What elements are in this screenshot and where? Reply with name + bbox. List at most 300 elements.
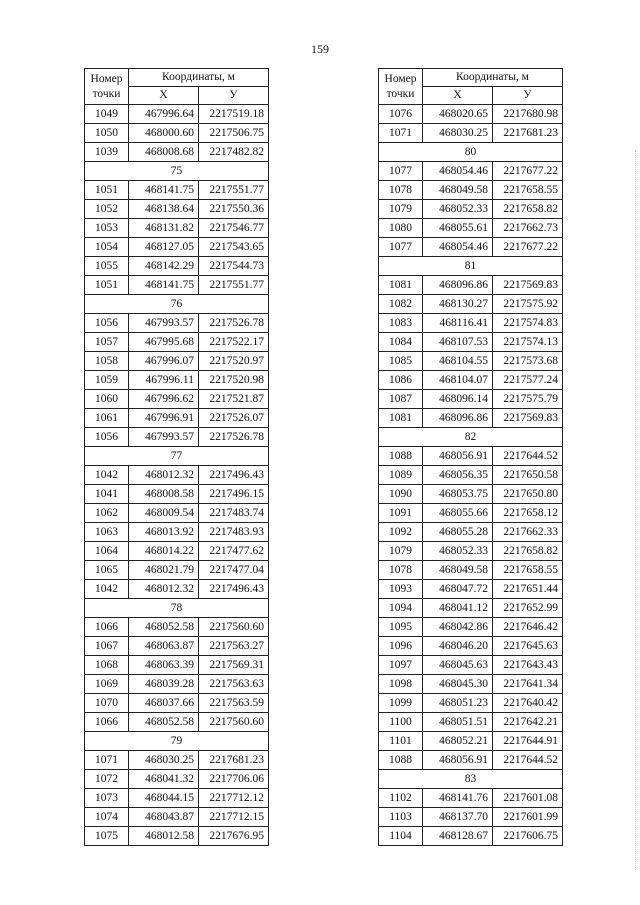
y-coordinate-cell: 2217606.75 — [493, 827, 563, 846]
point-number-cell: 1079 — [379, 200, 423, 219]
y-coordinate-cell: 2217483.93 — [199, 523, 269, 542]
table-row — [85, 200, 269, 219]
group-label: 76 — [85, 295, 269, 314]
point-number-cell: 1067 — [85, 637, 129, 656]
point-number-cell: 1066 — [85, 713, 129, 732]
table-row — [379, 542, 563, 561]
table-row — [379, 561, 563, 580]
x-coordinate-cell: 467996.64 — [129, 105, 199, 124]
group-label: 80 — [379, 143, 563, 162]
table-row — [379, 162, 563, 181]
table-row — [379, 732, 563, 751]
x-coordinate-cell: 468039.28 — [129, 675, 199, 694]
y-coordinate-cell: 2217569.83 — [493, 276, 563, 295]
table-row — [85, 770, 269, 789]
table-row — [379, 485, 563, 504]
point-number-cell: 1078 — [379, 181, 423, 200]
coordinates-table-left — [84, 68, 269, 846]
y-coordinate-cell: 2217658.82 — [493, 542, 563, 561]
table-row — [379, 200, 563, 219]
x-coordinate-cell: 468047.72 — [423, 580, 493, 599]
y-coordinate-cell: 2217526.78 — [199, 428, 269, 447]
y-coordinate-cell: 2217483.74 — [199, 504, 269, 523]
y-coordinate-cell: 2217644.91 — [493, 732, 563, 751]
x-coordinate-cell: 468012.58 — [129, 827, 199, 846]
x-coordinate-cell: 467996.62 — [129, 390, 199, 409]
x-coordinate-cell: 468042.86 — [423, 618, 493, 637]
y-coordinate-cell: 2217573.68 — [493, 352, 563, 371]
table-row — [379, 504, 563, 523]
x-coordinate-cell: 468052.21 — [423, 732, 493, 751]
y-coordinate-cell: 2217496.43 — [199, 466, 269, 485]
table-row — [379, 219, 563, 238]
y-coordinate-cell: 2217644.52 — [493, 447, 563, 466]
y-coordinate-cell: 2217706.06 — [199, 770, 269, 789]
y-coordinate-cell: 2217712.15 — [199, 808, 269, 827]
x-coordinate-cell: 468055.61 — [423, 219, 493, 238]
table-row — [85, 580, 269, 599]
x-coordinate-cell: 468141.75 — [129, 181, 199, 200]
point-number-cell: 1080 — [379, 219, 423, 238]
table-row — [379, 371, 563, 390]
x-coordinate-cell: 468127.05 — [129, 238, 199, 257]
x-coordinate-cell: 468052.58 — [129, 713, 199, 732]
point-number-cell: 1097 — [379, 656, 423, 675]
y-coordinate-cell: 2217650.58 — [493, 466, 563, 485]
y-coordinate-cell: 2217652.99 — [493, 599, 563, 618]
point-number-cell: 1087 — [379, 390, 423, 409]
table-row — [85, 637, 269, 656]
x-coordinate-cell: 468053.75 — [423, 485, 493, 504]
table-row — [379, 466, 563, 485]
point-number-cell: 1093 — [379, 580, 423, 599]
table-row — [379, 124, 563, 143]
y-coordinate-cell: 2217563.59 — [199, 694, 269, 713]
x-coordinate-cell: 468107.53 — [423, 333, 493, 352]
point-number-cell: 1103 — [379, 808, 423, 827]
group-label: 82 — [379, 428, 563, 447]
table-row — [379, 751, 563, 770]
x-coordinate-cell: 468045.63 — [423, 656, 493, 675]
x-coordinate-cell: 468045.30 — [423, 675, 493, 694]
y-coordinate-cell: 2217519.18 — [199, 105, 269, 124]
x-coordinate-cell: 468008.58 — [129, 485, 199, 504]
x-coordinate-cell: 468041.12 — [423, 599, 493, 618]
x-coordinate-cell: 467996.91 — [129, 409, 199, 428]
group-label: 79 — [85, 732, 269, 751]
point-number-cell: 1079 — [379, 542, 423, 561]
table-row — [85, 257, 269, 276]
x-coordinate-cell: 468009.54 — [129, 504, 199, 523]
y-coordinate-cell: 2217640.42 — [493, 694, 563, 713]
y-coordinate-cell: 2217677.22 — [493, 162, 563, 181]
y-coordinate-cell: 2217520.97 — [199, 352, 269, 371]
point-header-line1: Номер — [90, 72, 123, 85]
table-row — [85, 466, 269, 485]
table-row — [379, 637, 563, 656]
y-coordinate-cell: 2217712.12 — [199, 789, 269, 808]
y-coordinate-cell: 2217577.24 — [493, 371, 563, 390]
point-number-cell: 1052 — [85, 200, 129, 219]
x-coordinate-cell: 468096.14 — [423, 390, 493, 409]
x-coordinate-cell: 468056.91 — [423, 751, 493, 770]
y-coordinate-cell: 2217496.15 — [199, 485, 269, 504]
table-row — [85, 409, 269, 428]
point-number-cell: 1089 — [379, 466, 423, 485]
point-number-cell: 1098 — [379, 675, 423, 694]
x-coordinate-cell: 468063.39 — [129, 656, 199, 675]
y-coordinate-cell: 2217574.83 — [493, 314, 563, 333]
y-coordinate-cell: 2217551.77 — [199, 181, 269, 200]
y-coordinate-cell: 2217641.34 — [493, 675, 563, 694]
table-row — [379, 447, 563, 466]
point-number-header — [379, 69, 423, 105]
x-coordinate-cell: 468046.20 — [423, 637, 493, 656]
y-coordinate-cell: 2217543.65 — [199, 238, 269, 257]
table-row — [85, 751, 269, 770]
point-number-cell: 1094 — [379, 599, 423, 618]
x-coordinate-cell: 468052.33 — [423, 542, 493, 561]
point-number-cell: 1088 — [379, 751, 423, 770]
x-coordinate-cell: 468037.66 — [129, 694, 199, 713]
x-coordinate-cell: 468021.79 — [129, 561, 199, 580]
table-row — [379, 276, 563, 295]
group-header-row — [379, 428, 563, 447]
y-coordinate-cell: 2217644.52 — [493, 751, 563, 770]
x-coordinate-cell: 467996.11 — [129, 371, 199, 390]
point-number-cell: 1042 — [85, 466, 129, 485]
table-row — [85, 504, 269, 523]
y-coordinate-cell: 2217575.79 — [493, 390, 563, 409]
table-row — [379, 694, 563, 713]
table-row — [85, 542, 269, 561]
table-row — [85, 656, 269, 675]
y-coordinate-cell: 2217482.82 — [199, 143, 269, 162]
table-row — [85, 618, 269, 637]
point-number-cell: 1042 — [85, 580, 129, 599]
point-number-cell: 1075 — [85, 827, 129, 846]
point-number-cell: 1060 — [85, 390, 129, 409]
y-coordinate-cell: 2217574.13 — [493, 333, 563, 352]
x-coordinate-cell: 468012.32 — [129, 466, 199, 485]
point-number-cell: 1076 — [379, 105, 423, 124]
point-number-cell: 1050 — [85, 124, 129, 143]
y-coordinate-cell: 2217546.77 — [199, 219, 269, 238]
table-row — [379, 409, 563, 428]
point-number-cell: 1069 — [85, 675, 129, 694]
point-number-cell: 1055 — [85, 257, 129, 276]
y-header: У — [199, 87, 269, 105]
y-coordinate-cell: 2217569.83 — [493, 409, 563, 428]
y-coordinate-cell: 2217650.80 — [493, 485, 563, 504]
point-number-cell: 1072 — [85, 770, 129, 789]
group-label: 77 — [85, 447, 269, 466]
table-row — [85, 675, 269, 694]
table-row — [85, 276, 269, 295]
point-number-cell: 1071 — [85, 751, 129, 770]
y-coordinate-cell: 2217521.87 — [199, 390, 269, 409]
table-row — [379, 314, 563, 333]
point-number-cell: 1051 — [85, 276, 129, 295]
group-header-row — [85, 599, 269, 618]
x-header: X — [423, 87, 493, 105]
y-coordinate-cell: 2217676.95 — [199, 827, 269, 846]
y-coordinate-cell: 2217550.36 — [199, 200, 269, 219]
table-row — [85, 124, 269, 143]
table-row — [379, 105, 563, 124]
y-coordinate-cell: 2217575.92 — [493, 295, 563, 314]
y-coordinate-cell: 2217601.08 — [493, 789, 563, 808]
coordinates-table-right — [378, 68, 563, 846]
x-coordinate-cell: 468044.15 — [129, 789, 199, 808]
x-coordinate-cell: 468054.46 — [423, 238, 493, 257]
x-coordinate-cell: 468049.58 — [423, 561, 493, 580]
point-number-cell: 1086 — [379, 371, 423, 390]
point-number-cell: 1063 — [85, 523, 129, 542]
table-row — [379, 827, 563, 846]
x-header: X — [129, 87, 199, 105]
point-number-cell: 1062 — [85, 504, 129, 523]
y-coordinate-cell: 2217662.73 — [493, 219, 563, 238]
y-coordinate-cell: 2217526.78 — [199, 314, 269, 333]
y-coordinate-cell: 2217645.63 — [493, 637, 563, 656]
x-coordinate-cell: 468104.07 — [423, 371, 493, 390]
x-coordinate-cell: 468055.28 — [423, 523, 493, 542]
x-coordinate-cell: 468008.68 — [129, 143, 199, 162]
x-coordinate-cell: 468141.75 — [129, 276, 199, 295]
y-coordinate-cell: 2217681.23 — [199, 751, 269, 770]
x-coordinate-cell: 468049.58 — [423, 181, 493, 200]
coordinates-header: Координаты, м — [129, 69, 269, 87]
x-coordinate-cell: 467996.07 — [129, 352, 199, 371]
y-coordinate-cell: 2217522.17 — [199, 333, 269, 352]
x-coordinate-cell: 468041.32 — [129, 770, 199, 789]
x-coordinate-cell: 467995.68 — [129, 333, 199, 352]
y-coordinate-cell: 2217658.55 — [493, 561, 563, 580]
x-coordinate-cell: 467993.57 — [129, 428, 199, 447]
y-coordinate-cell: 2217560.60 — [199, 713, 269, 732]
point-number-cell: 1091 — [379, 504, 423, 523]
x-coordinate-cell: 468116.41 — [423, 314, 493, 333]
point-number-cell: 1077 — [379, 238, 423, 257]
x-coordinate-cell: 468030.25 — [423, 124, 493, 143]
x-coordinate-cell: 468056.35 — [423, 466, 493, 485]
y-coordinate-cell: 2217506.75 — [199, 124, 269, 143]
point-number-cell: 1049 — [85, 105, 129, 124]
x-coordinate-cell: 468012.32 — [129, 580, 199, 599]
group-header-row — [379, 257, 563, 276]
table-row — [379, 713, 563, 732]
x-coordinate-cell: 468030.25 — [129, 751, 199, 770]
point-number-cell: 1074 — [85, 808, 129, 827]
table-row — [379, 656, 563, 675]
y-coordinate-cell: 2217646.42 — [493, 618, 563, 637]
y-coordinate-cell: 2217651.44 — [493, 580, 563, 599]
y-coordinate-cell: 2217658.55 — [493, 181, 563, 200]
table-row — [379, 599, 563, 618]
point-number-cell: 1088 — [379, 447, 423, 466]
y-coordinate-cell: 2217681.23 — [493, 124, 563, 143]
y-coordinate-cell: 2217526.07 — [199, 409, 269, 428]
y-coordinate-cell: 2217601.99 — [493, 808, 563, 827]
point-header-line1: Номер — [384, 72, 417, 85]
point-number-cell: 1066 — [85, 618, 129, 637]
x-coordinate-cell: 468014.22 — [129, 542, 199, 561]
point-number-cell: 1058 — [85, 352, 129, 371]
x-coordinate-cell: 468052.33 — [423, 200, 493, 219]
y-coordinate-cell: 2217662.33 — [493, 523, 563, 542]
point-number-cell: 1068 — [85, 656, 129, 675]
y-coordinate-cell: 2217477.04 — [199, 561, 269, 580]
point-number-cell: 1056 — [85, 314, 129, 333]
table-row — [85, 694, 269, 713]
group-label: 75 — [85, 162, 269, 181]
x-coordinate-cell: 468104.55 — [423, 352, 493, 371]
x-coordinate-cell: 468096.86 — [423, 409, 493, 428]
table-row — [379, 523, 563, 542]
table-row — [85, 561, 269, 580]
x-coordinate-cell: 468130.27 — [423, 295, 493, 314]
x-coordinate-cell: 468054.46 — [423, 162, 493, 181]
point-number-cell: 1102 — [379, 789, 423, 808]
y-coordinate-cell: 2217658.82 — [493, 200, 563, 219]
y-coordinate-cell: 2217477.62 — [199, 542, 269, 561]
x-coordinate-cell: 468138.64 — [129, 200, 199, 219]
table-row — [379, 808, 563, 827]
point-number-cell: 1104 — [379, 827, 423, 846]
y-coordinate-cell: 2217496.43 — [199, 580, 269, 599]
table-row — [379, 675, 563, 694]
point-number-cell: 1077 — [379, 162, 423, 181]
y-coordinate-cell: 2217569.31 — [199, 656, 269, 675]
point-number-cell: 1100 — [379, 713, 423, 732]
scan-edge — [634, 150, 636, 870]
table-row — [85, 219, 269, 238]
table-row — [379, 352, 563, 371]
point-number-cell: 1082 — [379, 295, 423, 314]
table-row — [379, 295, 563, 314]
table-row — [85, 713, 269, 732]
y-coordinate-cell: 2217563.63 — [199, 675, 269, 694]
point-number-cell: 1059 — [85, 371, 129, 390]
table-row — [85, 390, 269, 409]
y-coordinate-cell: 2217658.12 — [493, 504, 563, 523]
point-number-cell: 1061 — [85, 409, 129, 428]
y-coordinate-cell: 2217642.21 — [493, 713, 563, 732]
group-header-row — [379, 770, 563, 789]
point-number-cell: 1065 — [85, 561, 129, 580]
x-coordinate-cell: 468043.87 — [129, 808, 199, 827]
y-coordinate-cell: 2217643.43 — [493, 656, 563, 675]
point-number-cell: 1095 — [379, 618, 423, 637]
point-number-cell: 1096 — [379, 637, 423, 656]
table-row — [85, 105, 269, 124]
y-header: У — [493, 87, 563, 105]
point-number-cell: 1078 — [379, 561, 423, 580]
y-coordinate-cell: 2217551.77 — [199, 276, 269, 295]
x-coordinate-cell: 468096.86 — [423, 276, 493, 295]
point-number-cell: 1064 — [85, 542, 129, 561]
coordinates-header: Координаты, м — [423, 69, 563, 87]
point-number-cell: 1053 — [85, 219, 129, 238]
point-number-cell: 1084 — [379, 333, 423, 352]
table-row — [379, 181, 563, 200]
point-number-cell: 1071 — [379, 124, 423, 143]
table-row — [379, 618, 563, 637]
table-row — [85, 789, 269, 808]
group-label: 81 — [379, 257, 563, 276]
table-row — [379, 580, 563, 599]
x-coordinate-cell: 468137.70 — [423, 808, 493, 827]
x-coordinate-cell: 468051.23 — [423, 694, 493, 713]
point-number-cell: 1101 — [379, 732, 423, 751]
table-row — [379, 789, 563, 808]
x-coordinate-cell: 468128.67 — [423, 827, 493, 846]
group-header-row — [85, 295, 269, 314]
table-row — [379, 390, 563, 409]
table-row — [85, 238, 269, 257]
point-number-cell: 1081 — [379, 276, 423, 295]
point-number-cell: 1051 — [85, 181, 129, 200]
table-row — [85, 371, 269, 390]
y-coordinate-cell: 2217563.27 — [199, 637, 269, 656]
point-number-cell: 1070 — [85, 694, 129, 713]
point-number-cell: 1056 — [85, 428, 129, 447]
point-number-cell: 1073 — [85, 789, 129, 808]
table-row — [85, 352, 269, 371]
point-number-cell: 1054 — [85, 238, 129, 257]
x-coordinate-cell: 468063.87 — [129, 637, 199, 656]
point-number-cell: 1099 — [379, 694, 423, 713]
table-row — [85, 523, 269, 542]
point-header-line2: точки — [92, 87, 121, 100]
group-label: 78 — [85, 599, 269, 618]
group-header-row — [379, 143, 563, 162]
table-row — [85, 827, 269, 846]
table-row — [379, 238, 563, 257]
x-coordinate-cell: 468051.51 — [423, 713, 493, 732]
point-number-cell: 1092 — [379, 523, 423, 542]
point-number-cell: 1090 — [379, 485, 423, 504]
group-header-row — [85, 447, 269, 466]
x-coordinate-cell: 468142.29 — [129, 257, 199, 276]
point-number-cell: 1057 — [85, 333, 129, 352]
y-coordinate-cell: 2217677.22 — [493, 238, 563, 257]
table-row — [85, 143, 269, 162]
x-coordinate-cell: 467993.57 — [129, 314, 199, 333]
table-body — [85, 105, 269, 846]
table-body — [379, 105, 563, 846]
x-coordinate-cell: 468055.66 — [423, 504, 493, 523]
point-number-header — [85, 69, 129, 105]
point-number-cell: 1085 — [379, 352, 423, 371]
y-coordinate-cell: 2217680.98 — [493, 105, 563, 124]
group-header-row — [85, 732, 269, 751]
point-number-cell: 1083 — [379, 314, 423, 333]
y-coordinate-cell: 2217544.73 — [199, 257, 269, 276]
table-row — [85, 333, 269, 352]
point-number-cell: 1081 — [379, 409, 423, 428]
table-row — [85, 314, 269, 333]
table-row — [379, 333, 563, 352]
point-number-cell: 1039 — [85, 143, 129, 162]
point-header-line2: точки — [386, 87, 415, 100]
group-header-row — [85, 162, 269, 181]
x-coordinate-cell: 468013.92 — [129, 523, 199, 542]
table-row — [85, 181, 269, 200]
point-number-cell: 1041 — [85, 485, 129, 504]
page-number: 159 — [311, 42, 329, 56]
